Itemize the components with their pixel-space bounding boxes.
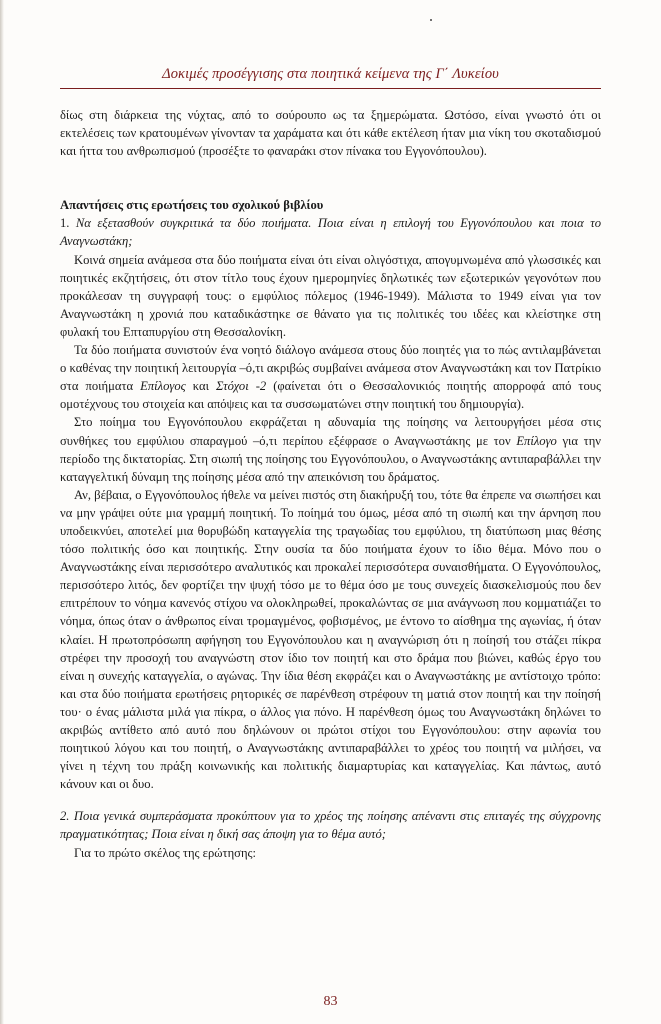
answer-1-paragraph-3 [60,413,601,485]
poem-title-epilogos: Επίλογος [140,379,186,394]
answer-1-paragraph-4: Αν, βέβαια, ο Εγγονόπουλος ήθελε να μείνει πιστός στη διακήρυξή του, τότε θα έπρεπε να σιωπήσει και να μην γράψει ούτε μια γραμμή ποιητική. Το ποίημά του όμως, μέσα από τη σιωπή και την άρνηση που υποδεικνύει, αποτελεί μια θορυβώδη καταγγελία της τραγωδίας του εμφύλιου, τη διατύπωση μιας θέσης τόσο πολιτικής όσο και ποιητικής. Στην ουσία τα δύο ποιήματα έχουν το ίδιο θέμα. Μόνο που ο Αναγνωστάκης είναι περισσότερο αναλυτικός και προκαλεί περισσότερα συναισθήματα. Ο Εγγονόπουλος, περισσότερο λιτός, δεν φορτίζει την ψυχή τόσο με το θέμα όσο με τους συνεχείς διασκελισμούς που δεν επιτρέπουν το νόημα κανενός στίχου να ολοκληρωθεί, προκαλώντας σε μια ανάγνωση που κομματιάζει το νόημα, όπως όταν ο άνθρωπος είναι τρομαγμένος, φοβισμένος, με έντονο το αίσθημα της αγωνίας, ή όταν κλαίει. Η πρωτοπρόσωπη αφήγηση του Εγγονόπουλου και η αναγνώριση ότι η ποίησή του στάζει πίκρα στρέφει την προσοχή του αναγνώστη στον ίδιο τον ποιητή και στο δράμα που βιώνει, καθώς έργο του είναι η συνεχής καταγγελία, ο αγώνας. Την ίδια θέση εκφράζει και ο Αναγνωστάκης με αντίστοιχο τρόπο: και στα δύο ποιήματα ερωτήσεις ρητορικές σε παρένθεση στρέφουν τη ματιά στον ποιητή και την ποίησή του· ο ένας μάλιστα μιλά για πίκρα, ο άλλος για πόνο. Η παρένθεση όμως του Αναγνωστάκη δηλώνει το ακριβώς αντίθετο από αυτό που δηλώνουν οι πρώτοι στίχοι του Εγγονόπουλου: στην αφωνία του ποιητικού λόγου και του ποιητή, ο Αναγνωστάκης αντιπαραβάλλει το χρέος του ποιητή να μιλήσει, να γίνει η τέχνη του πράξη κοινωνικής και πολιτικής διαμαρτυρίας και καταγγελίας. Και πάντως, αυτό κάνουν και οι δυο. [60,487,601,792]
question-2-text: 2. Ποια γενικά συμπεράσματα προκύπτουν για το χρέος της ποίησης απέναντι στις επιταγές της σύγχρονης πραγματικότητας; Ποια είναι η δική σας άποψη για το θέμα αυτό; [60,809,601,842]
poem-title-epilogo: Επίλογο [516,433,557,448]
question-2 [60,807,601,843]
question-1 [60,214,601,250]
running-head: Δοκιμές προσέγγισης στα ποιητικά κείμενα της Γ΄ Λυκείου [162,66,499,82]
question-1-number: 1. [60,216,76,231]
question-spacer [60,793,601,807]
text-run: και [185,379,217,394]
section-spacer [60,160,601,196]
section-heading: Απαντήσεις στις ερωτήσεις του σχολικού βιβλίου [60,198,324,213]
text-run: Στο ποίημα του Εγγονόπουλου εκφράζεται η αδυναμία της ποίησης να λειτουργήσει μέσα στις συνθήκες του εμφύλιου σπαραγμού –ό,τι περίπου εξέφρασε ο Αναγνωστάκης με τον [60,415,601,448]
answer-2-start: Για το πρώτο σκέλος της ερώτησης: [74,845,257,860]
page-body [60,106,601,862]
text-run: Τα δύο ποιήματα συνιστούν ένα νοητό διάλογο ανάμεσα στους δύο ποιητές για το πώς αντιλαμβάνεται ο καθένας την ποιητική λειτουργία –ό,τι ακριβώς συμβαίνει ανάμεσα στον Αναγνωστάκη και τον Πατρίκιο στα ποιήματα [60,343,601,394]
question-1-text: Να εξετασθούν συγκριτικά τα δύο ποιήματα. Ποια είναι η επιλογή του Εγγονόπουλου και ποια το Αναγνωστάκη; [60,216,601,249]
answer-1-paragraph-2 [60,341,601,413]
scan-speck [430,19,432,21]
answer-1-paragraph-1: Κοινά σημεία ανάμεσα στα δύο ποιήματα είναι ότι είναι ολιγόστιχα, απογυμνωμένα από γλωσσικές και ποιητικές εκζητήσεις, ότι στον τίτλο τους έχουν ημερομηνίες δηλωτικές των εξωτερικών γεγονότων που προκάλεσαν τη συγγραφή τους: ο εμφύλιος πόλεμος (1946-1949). Μάλιστα το 1949 είναι για τον Αναγνωστάκη η χρονιά που καταδικάστηκε σε θάνατο για τις πολιτικές του ιδέες και κλείστηκε στη φυλακή του Επταπυργίου στη Θεσσαλονίκη. [60,252,601,339]
poem-title-stochoi: Στόχοι -2 [216,379,267,394]
intro-paragraph: δίως στη διάρκεια της νύχτας, από το σούρουπο ως τα ξημερώματα. Ωστόσο, είναι γνωστό ότι οι εκτελέσεις των κρατουμένων γίνονταν τα χαράματα και ότι κάθε εκτέλεση ήταν μια νίκη του σκοταδισμού και ήττα του ανθρωπισμού (προσέξτε το φαναράκι στον πίνακα του Εγγονόπουλου). [60,108,601,159]
text-run: (φαίνεται ότι ο Θεσσαλονικιός ποιητής απορροφά από τους ομοτέχνους του στοιχεία και απόψεις και τα συσσωματώνει στην ποιητική του δημιουργία). [60,379,601,412]
page-edge-shadow [0,0,4,1024]
page-number: 83 [323,994,338,1009]
text-run: για την περίοδο της δικτατορίας. Στη σιωπή της ποίησης του Εγγονόπουλου, ο Αναγνωστάκης αντιπαραβάλλει την καταγγελτική δύναμη της ποίησης μέσα από την απεικόνιση του δράματος. [60,433,601,484]
header-rule [60,88,601,89]
